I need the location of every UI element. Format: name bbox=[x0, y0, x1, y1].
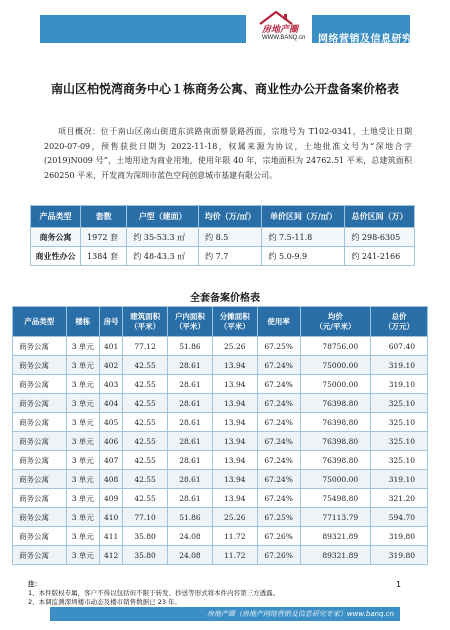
table-cell: 51.86 bbox=[168, 337, 213, 356]
table-cell: 67.26% bbox=[257, 527, 300, 546]
table-cell: 13.94 bbox=[212, 375, 257, 394]
table-cell: 76398.80 bbox=[300, 451, 371, 470]
table-cell: 42.55 bbox=[123, 375, 168, 394]
table-cell: 75498.80 bbox=[300, 489, 371, 508]
table-cell: 42.55 bbox=[123, 432, 168, 451]
summary-cell: 约 5.0-9.9 bbox=[262, 247, 345, 266]
table-cell: 409 bbox=[100, 489, 123, 508]
table-cell: 3 单元 bbox=[66, 337, 100, 356]
table-cell: 28.61 bbox=[168, 470, 213, 489]
table-cell: 89321.89 bbox=[300, 546, 371, 565]
detail-price-table bbox=[12, 306, 428, 565]
table-cell: 3 单元 bbox=[66, 432, 100, 451]
table-cell: 商务公寓 bbox=[13, 546, 67, 565]
table-cell: 35.80 bbox=[123, 546, 168, 565]
table-cell: 325.10 bbox=[371, 394, 428, 413]
table-cell: 594.70 bbox=[371, 508, 428, 527]
summary-cell: 商务公寓 bbox=[31, 228, 81, 247]
detail-header-cell: 楼栋 bbox=[66, 307, 100, 337]
table-cell: 13.94 bbox=[212, 451, 257, 470]
table-row bbox=[13, 432, 428, 451]
footer-band bbox=[50, 607, 400, 621]
table-cell: 319.10 bbox=[371, 375, 428, 394]
table-cell: 商务公寓 bbox=[13, 527, 67, 546]
table-cell: 67.24% bbox=[257, 394, 300, 413]
notes bbox=[28, 580, 408, 607]
table-cell: 42.55 bbox=[123, 451, 168, 470]
summary-cell: 1384 套 bbox=[81, 247, 127, 266]
table-cell: 67.24% bbox=[257, 413, 300, 432]
table-cell: 67.24% bbox=[257, 432, 300, 451]
table-cell: 3 单元 bbox=[66, 546, 100, 565]
summary-cell: 约 48-43.3 ㎡ bbox=[127, 247, 199, 266]
table-cell: 商务公寓 bbox=[13, 451, 67, 470]
table-cell: 67.25% bbox=[257, 337, 300, 356]
table-cell: 13.94 bbox=[212, 413, 257, 432]
detail-header-cell: 户内面积 （平米） bbox=[168, 307, 213, 337]
detail-table-title: 全套备案价格表 bbox=[190, 293, 260, 304]
table-row bbox=[13, 413, 428, 432]
detail-header-row bbox=[13, 307, 428, 337]
summary-header-row bbox=[31, 206, 415, 228]
table-cell: 3 单元 bbox=[66, 508, 100, 527]
summary-header-cell: 户型（建面） bbox=[127, 206, 199, 228]
summary-table bbox=[30, 205, 415, 266]
table-cell: 321.20 bbox=[371, 489, 428, 508]
table-cell: 28.61 bbox=[168, 432, 213, 451]
table-cell: 28.61 bbox=[168, 413, 213, 432]
summary-row bbox=[31, 247, 415, 266]
detail-header-cell: 总价 （万元） bbox=[371, 307, 428, 337]
summary-cell: 约 241-2166 bbox=[345, 247, 415, 266]
table-cell: 42.55 bbox=[123, 413, 168, 432]
summary-header-cell: 总价区间（万） bbox=[345, 206, 415, 228]
note-item: 2、本调监测深圳楼市动态及楼市销售数据已 23 年。 bbox=[28, 598, 182, 606]
table-cell: 76398.80 bbox=[300, 432, 371, 451]
table-cell: 商务公寓 bbox=[13, 413, 67, 432]
detail-header-cell: 分摊面积 （平米） bbox=[212, 307, 257, 337]
detail-header-cell: 建筑面积 （平米） bbox=[123, 307, 168, 337]
summary-cell: 约 7.7 bbox=[199, 247, 262, 266]
table-cell: 67.24% bbox=[257, 356, 300, 375]
table-cell: 67.24% bbox=[257, 489, 300, 508]
table-row bbox=[13, 489, 428, 508]
table-cell: 商务公寓 bbox=[13, 470, 67, 489]
table-cell: 75000.00 bbox=[300, 375, 371, 394]
table-cell: 67.25% bbox=[257, 508, 300, 527]
page-number: 1 bbox=[396, 580, 402, 589]
table-cell: 3 单元 bbox=[66, 375, 100, 394]
table-row bbox=[13, 527, 428, 546]
table-cell: 77.10 bbox=[123, 508, 168, 527]
table-cell: 42.55 bbox=[123, 470, 168, 489]
summary-cell: 商业性办公 bbox=[31, 247, 81, 266]
table-cell: 67.26% bbox=[257, 546, 300, 565]
table-cell: 67.24% bbox=[257, 451, 300, 470]
table-cell: 商务公寓 bbox=[13, 394, 67, 413]
table-row bbox=[13, 375, 428, 394]
project-overview: 项目概况：位于南山区南山街道东滨路南面蔡景路西面，宗地号为 T102-0341，土地受让日期 2020-07-09，预售获批日期为 2022-11-18，权属来源为协议，土地批准文号为“深地合字(2019)N009 号”，土地用途为商业用地，使用年限 40 年，宗地面积为 24762.51 平米，总建筑面积 260250 平米，开发商为深圳市蓝色空间创意城市基建有限公司。 bbox=[44, 127, 412, 180]
summary-cell: 约 7.5-11.8 bbox=[262, 228, 345, 247]
table-cell: 51.86 bbox=[168, 508, 213, 527]
table-row bbox=[13, 470, 428, 489]
table-cell: 28.61 bbox=[168, 394, 213, 413]
table-row bbox=[13, 356, 428, 375]
table-cell: 13.94 bbox=[212, 356, 257, 375]
detail-header-cell: 使用率 bbox=[257, 307, 300, 337]
header-slogan: 网络营销及信息研究专家 bbox=[318, 34, 434, 45]
table-cell: 11.72 bbox=[212, 546, 257, 565]
table-cell: 406 bbox=[100, 432, 123, 451]
table-cell: 67.24% bbox=[257, 375, 300, 394]
summary-header-cell: 套数 bbox=[81, 206, 127, 228]
table-cell: 商务公寓 bbox=[13, 508, 67, 527]
table-cell: 商务公寓 bbox=[13, 337, 67, 356]
table-cell: 商务公寓 bbox=[13, 356, 67, 375]
notes-heading: 注： bbox=[28, 580, 41, 588]
table-cell: 403 bbox=[100, 375, 123, 394]
table-cell: 42.55 bbox=[123, 489, 168, 508]
note-item: 1、本件版权专属，客户不得以包括但不限于转发、抄送等形式将本件内容第三方透露。 bbox=[28, 589, 280, 597]
detail-table-body bbox=[13, 337, 428, 565]
table-cell: 77113.79 bbox=[300, 508, 371, 527]
summary-header-cell: 均价（万/㎡） bbox=[199, 206, 262, 228]
table-cell: 319.10 bbox=[371, 470, 428, 489]
table-cell: 404 bbox=[100, 394, 123, 413]
table-cell: 78756.00 bbox=[300, 337, 371, 356]
summary-cell: 约 298-6305 bbox=[345, 228, 415, 247]
footer-text: 房地产圈（房地产网络营销及信息研究专家）www.banq.cn bbox=[206, 610, 394, 618]
table-cell: 67.24% bbox=[257, 470, 300, 489]
table-cell: 3 单元 bbox=[66, 413, 100, 432]
table-cell: 11.72 bbox=[212, 527, 257, 546]
table-cell: 3 单元 bbox=[66, 527, 100, 546]
detail-header-cell: 产品类型 bbox=[13, 307, 67, 337]
page-header bbox=[0, 0, 450, 52]
table-cell: 13.94 bbox=[212, 470, 257, 489]
detail-header-cell: 房号 bbox=[100, 307, 123, 337]
summary-cell: 1972 套 bbox=[81, 228, 127, 247]
summary-header-cell: 产品类型 bbox=[31, 206, 81, 228]
logo-text: 房地产圈 bbox=[262, 25, 299, 35]
table-cell: 75000.00 bbox=[300, 356, 371, 375]
table-row bbox=[13, 337, 428, 356]
table-row bbox=[13, 508, 428, 527]
table-cell: 401 bbox=[100, 337, 123, 356]
table-cell: 25.26 bbox=[212, 337, 257, 356]
table-cell: 411 bbox=[100, 527, 123, 546]
table-cell: 89321.89 bbox=[300, 527, 371, 546]
table-cell: 25.26 bbox=[212, 508, 257, 527]
table-cell: 3 单元 bbox=[66, 470, 100, 489]
table-cell: 325.10 bbox=[371, 413, 428, 432]
table-cell: 607.40 bbox=[371, 337, 428, 356]
table-cell: 28.61 bbox=[168, 356, 213, 375]
table-cell: 商务公寓 bbox=[13, 489, 67, 508]
table-cell: 35.80 bbox=[123, 527, 168, 546]
table-cell: 42.55 bbox=[123, 356, 168, 375]
table-cell: 412 bbox=[100, 546, 123, 565]
table-cell: 325.10 bbox=[371, 432, 428, 451]
table-cell: 76398.80 bbox=[300, 394, 371, 413]
logo-url: WWW.BANQ.cn bbox=[262, 35, 306, 41]
summary-row bbox=[31, 228, 415, 247]
table-cell: 75000.00 bbox=[300, 470, 371, 489]
table-cell: 商务公寓 bbox=[13, 432, 67, 451]
table-cell: 407 bbox=[100, 451, 123, 470]
table-cell: 13.94 bbox=[212, 489, 257, 508]
table-cell: 13.94 bbox=[212, 394, 257, 413]
table-cell: 24.08 bbox=[168, 546, 213, 565]
table-cell: 3 单元 bbox=[66, 451, 100, 470]
table-cell: 商务公寓 bbox=[13, 375, 67, 394]
table-cell: 408 bbox=[100, 470, 123, 489]
summary-cell: 约 35-53.3 ㎡ bbox=[127, 228, 199, 247]
table-cell: 405 bbox=[100, 413, 123, 432]
detail-header-cell: 均价 （元/平米） bbox=[300, 307, 371, 337]
table-cell: 28.61 bbox=[168, 375, 213, 394]
table-cell: 77.12 bbox=[123, 337, 168, 356]
table-cell: 319.80 bbox=[371, 527, 428, 546]
table-cell: 3 单元 bbox=[66, 394, 100, 413]
table-cell: 410 bbox=[100, 508, 123, 527]
table-cell: 319.10 bbox=[371, 356, 428, 375]
table-cell: 325.10 bbox=[371, 451, 428, 470]
table-row bbox=[13, 394, 428, 413]
table-cell: 402 bbox=[100, 356, 123, 375]
table-cell: 42.55 bbox=[123, 394, 168, 413]
table-cell: 28.61 bbox=[168, 451, 213, 470]
table-cell: 13.94 bbox=[212, 432, 257, 451]
table-cell: 319.80 bbox=[371, 546, 428, 565]
table-row bbox=[13, 451, 428, 470]
table-row bbox=[13, 546, 428, 565]
table-cell: 3 单元 bbox=[66, 489, 100, 508]
document-title: 南山区柏悦湾商务中心１栋商务公寓、商业性办公开盘备案价格表 bbox=[50, 82, 399, 96]
table-cell: 76398.80 bbox=[300, 413, 371, 432]
table-cell: 28.61 bbox=[168, 489, 213, 508]
summary-header-cell: 单价区间（万/㎡） bbox=[262, 206, 345, 228]
table-cell: 24.08 bbox=[168, 527, 213, 546]
summary-cell: 约 8.5 bbox=[199, 228, 262, 247]
table-cell: 3 单元 bbox=[66, 356, 100, 375]
